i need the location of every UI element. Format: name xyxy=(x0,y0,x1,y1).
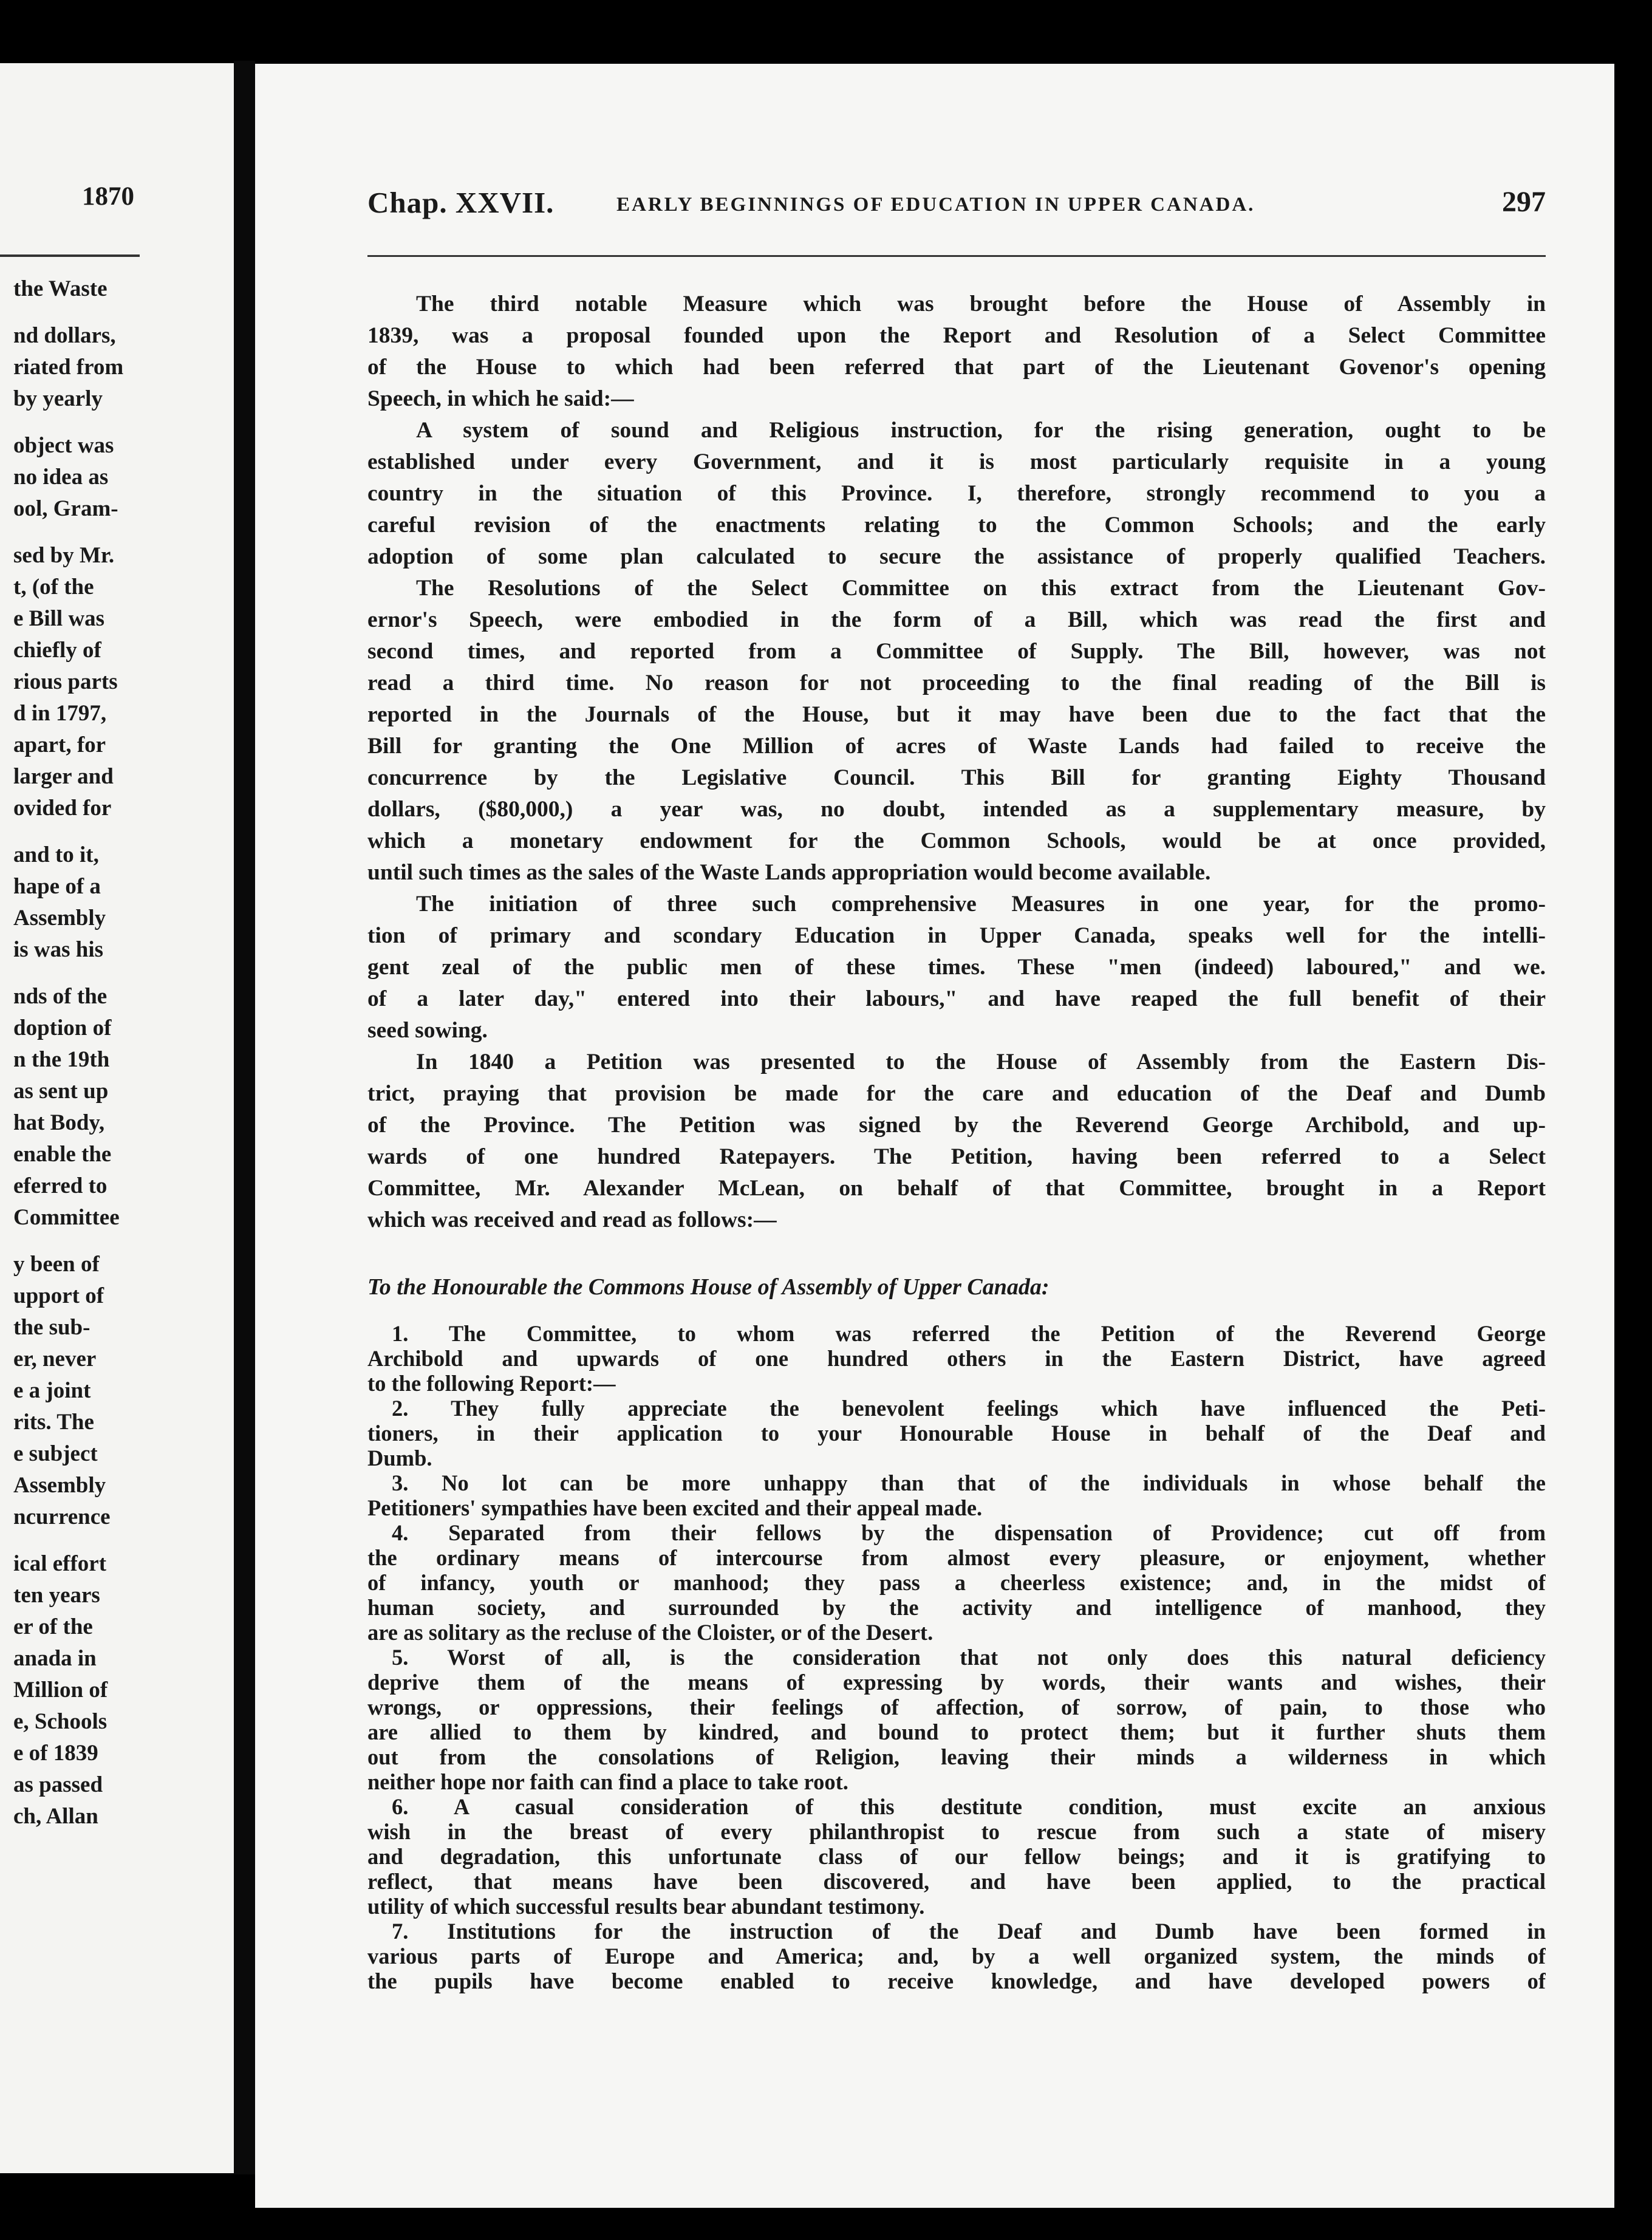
text-line: of infancy, youth or manhood; they pass a cheerless existence; and, in the midst of xyxy=(367,1570,1546,1595)
text-line: which a monetary endowment for the Common Schools, would be at once provided, xyxy=(367,828,1546,853)
left-fragment-line: doption of xyxy=(13,1016,112,1040)
text-line: wrongs, or oppressions, their feelings of affection, of sorrow, of pain, to those who xyxy=(367,1695,1546,1719)
left-fragment-line: Assembly xyxy=(13,906,106,930)
quoted-speech xyxy=(367,415,1546,573)
text-line: 7. Institutions for the instruction of the Deaf and Dumb have been formed in xyxy=(392,1919,1546,1944)
left-fragment-line: Committee xyxy=(13,1205,120,1230)
left-fragment-line: e, Schools xyxy=(13,1709,108,1734)
report-item-2 xyxy=(367,1396,1546,1470)
text-line: In 1840 a Petition was presented to the House of Assembly from the Eastern Dis- xyxy=(416,1050,1546,1074)
text-line: concurrence by the Legislative Council. This Bill for granting Eighty Thousand xyxy=(367,765,1546,790)
book-gutter xyxy=(234,61,255,2174)
left-fragment-line: d in 1797, xyxy=(13,701,107,726)
text-line: 1. The Committee, to whom was referred the Petition of the Reverend George xyxy=(392,1321,1546,1346)
left-fragment-line: upport of xyxy=(13,1283,104,1308)
text-line: Committee, Mr. Alexander McLean, on behalf of that Committee, brought in a Report xyxy=(367,1176,1546,1201)
text-line: A system of sound and Religious instruction, for the rising generation, ought to be xyxy=(416,418,1546,443)
text-line: seed sowing. xyxy=(367,1018,488,1043)
text-line: of the House to which had been referred that part of the Lieutenant Govenor's opening xyxy=(367,355,1546,380)
left-fragment-line: enable the xyxy=(13,1142,112,1167)
left-fragment-line: e of 1839 xyxy=(13,1741,98,1766)
text-line: gent zeal of the public men of these times. These "men (indeed) laboured," and we. xyxy=(367,955,1546,980)
left-fragment-line: larger and xyxy=(13,764,114,789)
left-fragment-line: ical effort xyxy=(13,1551,107,1576)
report-address: To the Honourable the Commons House of Assembly of Upper Canada: xyxy=(367,1274,1050,1300)
left-head-rule xyxy=(0,254,140,257)
text-line: ernor's Speech, were embodied in the form of a Bill, which was read the first and xyxy=(367,607,1546,632)
text-line: 5. Worst of all, is the consideration that not only does this natural deficiency xyxy=(392,1645,1546,1670)
right-page xyxy=(255,64,1614,2208)
left-fragment-line: the Waste xyxy=(13,276,108,301)
left-fragment-line: ch, Allan xyxy=(13,1804,98,1829)
running-title: EARLY BEGINNINGS OF EDUCATION IN UPPER CANADA. xyxy=(616,194,1255,216)
left-fragment-line: no idea as xyxy=(13,465,109,490)
paragraph-3 xyxy=(367,889,1546,1047)
text-line: human society, and surrounded by the activity and intelligence of manhood, they xyxy=(367,1595,1546,1620)
text-line: the pupils have become enabled to receive knowledge, and have developed powers of xyxy=(367,1969,1546,1993)
left-fragment-line: as passed xyxy=(13,1772,103,1797)
left-fragment-line: er, never xyxy=(13,1347,97,1371)
text-line: The Resolutions of the Select Committee on this extract from the Lieutenant Gov- xyxy=(416,576,1546,601)
text-line: 4. Separated from their fellows by the dispensation of Providence; cut off from xyxy=(392,1520,1546,1545)
paragraph-4 xyxy=(367,1047,1546,1236)
text-line: out from the consolations of Religion, leaving their minds a wilderness in which xyxy=(367,1744,1546,1769)
left-fragment-line: hape of a xyxy=(13,874,101,899)
left-fragment-line: nd dollars, xyxy=(13,323,116,348)
left-fragment-line: the sub- xyxy=(13,1315,90,1340)
text-line: Speech, in which he said:— xyxy=(367,386,634,411)
page-number: 297 xyxy=(1502,186,1546,218)
left-fragment-line: rious parts xyxy=(13,669,118,694)
text-line: careful revision of the enactments relating to the Common Schools; and the early xyxy=(367,513,1546,538)
text-line: until such times as the sales of the Waste Lands appropriation would become available. xyxy=(367,860,1211,885)
left-fragment-line: n the 19th xyxy=(13,1047,110,1072)
text-line: wards of one hundred Ratepayers. The Petition, having been referred to a Select xyxy=(367,1144,1546,1169)
report-item-4 xyxy=(367,1520,1546,1645)
spacer xyxy=(367,1236,1546,1260)
left-fragment-line: ten years xyxy=(13,1583,100,1608)
left-fragment-line: as sent up xyxy=(13,1079,109,1104)
text-line: 3. No lot can be more unhappy than that of the individuals in whose behalf the xyxy=(392,1470,1546,1495)
left-fragment-line: hat Body, xyxy=(13,1110,105,1135)
committee-report xyxy=(367,1321,1546,1993)
left-fragment-line: eferred to xyxy=(13,1173,108,1198)
paragraph-2 xyxy=(367,573,1546,889)
text-line: dollars, ($80,000,) a year was, no doubt, intended as a supplementary measure, by xyxy=(367,797,1546,822)
left-fragment-line: e a joint xyxy=(13,1378,91,1403)
left-fragment-line: and to it, xyxy=(13,842,99,867)
text-line: Bill for granting the One Million of acres of Waste Lands had failed to receive the xyxy=(367,734,1546,759)
left-fragment-line: rits. The xyxy=(13,1410,94,1435)
report-item-7 xyxy=(367,1919,1546,1993)
left-fragment-line: e Bill was xyxy=(13,606,105,631)
text-line: adoption of some plan calculated to secure the assistance of properly qualified Teachers. xyxy=(367,544,1546,569)
text-line: Dumb. xyxy=(367,1446,432,1470)
text-line: tion of primary and scondary Education in Upper Canada, speaks well for the intelli- xyxy=(367,923,1546,948)
left-fragment-line: y been of xyxy=(13,1252,100,1277)
left-fragment-line: chiefly of xyxy=(13,638,101,663)
text-line: The third notable Measure which was brought before the House of Assembly in xyxy=(416,292,1546,316)
text-line: reflect, that means have been discovered, and have been applied, to the practical xyxy=(367,1869,1546,1894)
report-item-3 xyxy=(367,1470,1546,1520)
left-fragment-line: sed by Mr. xyxy=(13,543,115,568)
report-item-5 xyxy=(367,1645,1546,1794)
text-line: 2. They fully appreciate the benevolent feelings which have influenced the Peti- xyxy=(392,1396,1546,1421)
left-fragment-line: apart, for xyxy=(13,732,106,757)
text-line: reported in the Journals of the House, but it may have been due to the fact that the xyxy=(367,702,1546,727)
report-item-6 xyxy=(367,1794,1546,1919)
left-fragment-line: riated from xyxy=(13,355,124,380)
text-line: various parts of Europe and America; and, by a well organized system, the minds of xyxy=(367,1944,1546,1969)
running-head xyxy=(367,185,1546,228)
left-fragment-line: ncurrence xyxy=(13,1504,111,1529)
text-line: country in the situation of this Province. I, therefore, strongly recommend to you a xyxy=(367,481,1546,506)
page-body xyxy=(367,289,1546,1993)
text-line: and degradation, this unfortunate class of our fellow beings; and it is gratifying to xyxy=(367,1844,1546,1869)
left-fragment-line: ool, Gram- xyxy=(13,496,118,521)
left-fragment-line: nds of the xyxy=(13,984,108,1009)
text-line: The initiation of three such comprehensive Measures in one year, for the promo- xyxy=(416,892,1546,917)
text-line: tioners, in their application to your Honourable House in behalf of the Deaf and xyxy=(367,1421,1546,1446)
chapter-label: Chap. XXVII. xyxy=(367,186,555,219)
text-line: are allied to them by kindred, and bound to protect them; but it further shuts them xyxy=(367,1719,1546,1744)
text-line: established under every Government, and it is most particularly requisite in a young xyxy=(367,449,1546,474)
text-line: Petitioners' sympathies have been excited and their appeal made. xyxy=(367,1495,983,1520)
text-line: wish in the breast of every philanthropist to rescue from such a state of misery xyxy=(367,1819,1546,1844)
text-line: neither hope nor faith can find a place to take root. xyxy=(367,1769,848,1794)
text-line: trict, praying that provision be made for the care and education of the Deaf and Dumb xyxy=(367,1081,1546,1106)
text-line: which was received and read as follows:— xyxy=(367,1207,777,1232)
text-line: of a later day," entered into their labours," and have reaped the full benefit of their xyxy=(367,986,1546,1011)
text-line: deprive them of the means of expressing by words, their wants and wishes, their xyxy=(367,1670,1546,1695)
text-line: second times, and reported from a Committee of Supply. The Bill, however, was not xyxy=(367,639,1546,664)
left-fragment-line: e subject xyxy=(13,1441,98,1466)
left-page-fragment xyxy=(0,63,234,2173)
text-line: read a third time. No reason for not proceeding to the final reading of the Bill is xyxy=(367,671,1546,695)
head-rule xyxy=(367,255,1546,257)
left-fragment-line: anada in xyxy=(13,1646,97,1671)
text-line: utility of which successful results bear abundant testimony. xyxy=(367,1894,925,1919)
left-fragment-line: by yearly xyxy=(13,386,103,411)
text-line: 1839, was a proposal founded upon the Report and Resolution of a Select Committee xyxy=(367,323,1546,348)
text-line: are as solitary as the recluse of the Cloister, or of the Desert. xyxy=(367,1620,934,1645)
left-fragment-line: object was xyxy=(13,433,114,458)
text-line: of the Province. The Petition was signed by the Reverend George Archibold, and up- xyxy=(367,1113,1546,1138)
left-fragment-line: er of the xyxy=(13,1614,93,1639)
left-fragment-line: Million of xyxy=(13,1678,108,1702)
text-line: Archibold and upwards of one hundred others in the Eastern District, have agreed xyxy=(367,1346,1546,1371)
left-fragment-line: Assembly xyxy=(13,1473,106,1498)
left-fragment-line: t, (of the xyxy=(13,575,94,599)
left-fragment-line: is was his xyxy=(13,937,104,962)
left-fragment-line: ovided for xyxy=(13,796,112,821)
text-line: 6. A casual consideration of this destitute condition, must excite an anxious xyxy=(392,1794,1546,1819)
paragraph-1 xyxy=(367,289,1546,415)
left-page-number: 1870 xyxy=(82,182,134,211)
report-item-1 xyxy=(367,1321,1546,1396)
text-line: to the following Report:— xyxy=(367,1371,616,1396)
text-line: the ordinary means of intercourse from almost every pleasure, or enjoyment, whether xyxy=(367,1545,1546,1570)
